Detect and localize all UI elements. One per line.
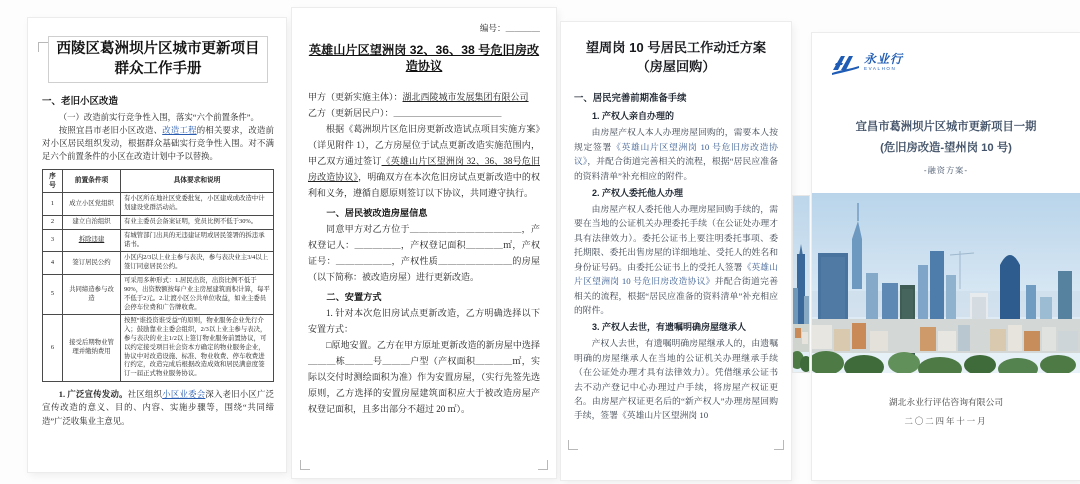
plan-item2-body [574,202,778,317]
corner-mark [38,42,48,52]
agreement-number-label: 编号： [479,23,506,33]
plan-item1-body [574,125,778,183]
item2-text-pre: 由房屋产权人委托他人办理房屋回购手续的，需要在当地的公证机关办理委托手续（在公证处办理才具有法律效力）。委托公证书上要注明委托事项、委托期限、委托出售房屋的详细地址、受托人的姓名和身份证号码。由委托公证书上的受托人签署 [574,203,778,272]
party-b-line [308,105,540,121]
item1-agreement-reference: 《英雄山片区望洲岗 10 号危旧房改造协议》 [574,141,778,167]
closing-text-post: 深入老旧小区广泛宣传改造的意义、目的、内容、实施步骤等，围绕“共同缔造”广泛收集业主意见。 [42,390,275,426]
workbook-title [48,36,268,83]
plan-section-heading: 一、居民完善前期准备手续 [574,92,687,104]
policy-text-pre: 按照宜昌市老旧小区改造、 [58,125,163,135]
row-desc: 有城管部门出具的无违建证明或居民签署的拆违承诺书。 [121,229,274,252]
workbook-intro-paragraph: （一）改造前实行竞争性入围，落实“六个前置条件”。 [58,112,259,122]
corner-mark [774,440,784,450]
cover-title [812,117,1080,160]
table-row [43,252,274,275]
agreement-title-reference: 《英雄山片区望洲岗 32、36、38号危旧房改造协议》 [308,156,540,183]
corner-mark [300,460,310,470]
table-row [43,275,274,315]
agreement-section1-body: 同意甲方对乙方位于＿＿＿＿＿＿＿＿＿＿＿＿，产权登记人：＿＿＿＿＿，产权登记面积＿＿＿＿㎡，产权证号：＿＿＿＿＿＿，产权性质＿＿＿＿＿＿＿＿的房屋（以下简称：被改造房屋）进行更新改造。 [308,224,540,283]
closing-lead: 1. 广泛宣传发动。 [58,390,128,400]
agreement-section2-heading: 二、安置方式 [326,292,382,303]
agreement-section2-item: 1. 针对本次危旧房试点更新改造，乙方明确选择以下安置方式： [308,308,540,335]
party-b-blank: ＿＿＿＿＿＿＿＿＿＿＿＿ [393,107,502,118]
corner-mark [538,460,548,470]
workbook-closing-paragraph [42,388,274,428]
preconditions-table [42,169,274,382]
row-desc: 按照“谁投资谁受益”的原则，物业服务企业先行介入；鼓励靠业主委会组织，2/3以上业主参与表决，参与表决的业主1/2以上签订物业服务前置协议，可以约定接受项目社会资本方确定的物业服务企业，协议中对改造设施、标准、物业收费、停车收费进行约定，改造完成后根据改造成效和居民满意度签订一届正式物业服务协议。 [121,315,274,382]
col-header-item: 前置条件项 [63,169,121,193]
row-num: 5 [43,275,63,315]
plan-item3-heading: 3. 产权人去世，有遗嘱明确房屋继承人 [592,322,747,333]
row-desc: 有业主委员会备案证明，党员比例不低于30%。 [121,215,274,229]
row-desc: 可采用多种形式：1.居民出资，出资比例不低于90%，出资数额按每户业主房屋建筑面积计算，每平不低于2元。2.让渡小区公共单位收益，如业主委员会停车位费和广告牌收费。 [121,275,274,315]
city-skyline-svg [812,193,1080,373]
table-header-row [43,169,274,193]
row-num: 6 [43,315,63,382]
col-header-desc: 具体要求和说明 [121,169,274,193]
party-a-value: 湖北西陵城市发展集团有限公司 [402,91,529,102]
party-a-label: 甲方（更新实施主体）： [308,91,403,102]
table-row [43,315,274,382]
row-num: 3 [43,229,63,252]
plan-item3-body: 产权人去世，有遗嘱明确房屋继承人的，由遗嘱明确的房屋继承人在当地的公证机关办理继承手续（在公证处办理才具有法律效力）。凭借继承公证书去不动产登记中心办理过户手续，将房屋产权证更名。由房屋产权证更名后的“新产权人”办理房屋回购手续，签署《英雄山片区望洲岗 10 [574,338,778,421]
logo-name-text: 永业行 [864,52,904,66]
closing-text-pre: 社区组织 [127,390,163,400]
party-a-line [308,89,540,105]
row-item: 共同缔造参与改造 [63,275,121,315]
party-b-label: 乙方（更新居民户）： [308,107,394,118]
intro-text-pre: 根据《葛洲坝片区危旧房更新改造试点项目实施方案》（详见附件 1），乙方房屋位于试点更新改造实施范围内，甲乙双方通过签订 [308,123,540,166]
committee-link[interactable]: 小区业委会 [162,390,206,400]
row-num: 2 [43,215,63,229]
row-item: 接受后期物业管理并缴纳费用 [63,315,121,382]
row-num: 1 [43,193,63,216]
row-desc: 有小区所在地社区党委批复，小区建成或改造中计划建设党群活动站。 [121,193,274,216]
city-skyline-image [812,193,1080,373]
table-row [43,215,274,229]
logo-subtext: EVALHON [864,66,897,71]
page-workbook [28,18,286,472]
company-logo [830,53,903,77]
agreement-intro-paragraph [308,121,540,201]
page-relocation-plan [561,22,791,480]
agreement-title: 英雄山片区望洲岗 32、36、38 号危旧房改造协议 [308,43,540,74]
plan-title-line1: 望周岗 10 号居民工作动迁方案 [585,40,767,55]
policy-text-post: 的相关要求，改造前对小区居民组织发动，根据群众基础实行竞争性入围。对不满足六个前置条件的小区在改造计划中予以替换。 [42,125,275,162]
row-item-link[interactable]: 拆除违建 [63,229,121,252]
agreement-number [308,22,540,34]
skyline-strip-image [793,196,809,372]
workbook-title-line1: 西陵区葛洲坝片区城市更新项目 [56,41,260,57]
workbook-policy-paragraph [42,124,274,164]
plan-title [574,38,778,76]
plan-item2-heading: 2. 产权人委托他人办理 [592,187,684,198]
row-item: 成立小区党组织 [63,193,121,216]
agreement-section1-heading: 一、居民被改造房屋信息 [326,208,428,219]
agreement-option-resettle[interactable]: □原地安置。乙方在甲方原址更新改造的新房屋中选择＿＿＿栋＿＿＿号＿＿＿户型（产权面积＿＿＿＿㎡，实际以交付时测绘面积为准）作为安置房屋，（实行先签先选原则，乙方选择的安置房屋建筑面积应大于被改造房屋产权登记面积，且多出部分不超过 20 ㎡）。 [308,340,540,415]
cover-subtitle: -融资方案- [923,166,969,175]
corner-mark [568,440,578,450]
item1-text-post: ，并配合街道完善相关的流程，根据“居民应准备的资料清单”补充相应的附件。 [574,156,778,181]
cover-title-line2: (危旧房改造-望州岗 10 号) [880,142,1012,155]
item2-text-post: 并配合街道完善相关的流程，根据“居民应准备的资料清单”补充相应的附件。 [574,276,778,315]
skyline-strip-svg [793,196,809,372]
plan-item1-heading: 1. 产权人亲自办理的 [592,111,675,122]
cover-title-line1: 宜昌市葛洲坝片区城市更新项目一期 [855,121,1037,133]
table-row [43,229,274,252]
row-desc: 小区内2/3以上业主参与表决，参与表决业主3/4以上签订同意居民公约。 [121,252,274,275]
policy-link[interactable]: 改造工程 [162,125,197,135]
workbook-title-line2: 群众工作手册 [114,61,202,78]
workbook-section-heading: 一、老旧小区改造 [42,95,119,107]
cover-company-name: 湖北永业行评估咨询有限公司 [888,397,1004,407]
yongyehang-logo-icon [830,53,860,77]
agreement-number-blank: ＿＿＿＿ [505,23,540,33]
item1-text-pre: 由房屋产权人本人办理房屋回购的，需要本人按规定签署 [574,127,778,152]
intro-text-post: ，明确双方在本次危旧房试点更新改造中的权利和义务，遵循自愿原则签订以下协议，共同遵守执行。 [308,172,540,199]
col-header-num: 序号 [43,169,63,193]
row-num: 4 [43,252,63,275]
row-item: 建立自治组织 [63,215,121,229]
page-cover [812,33,1080,480]
page-agreement [292,8,556,478]
table-row [43,193,274,216]
plan-title-line2: （房屋回购） [636,59,716,75]
cover-date: 二〇二四年十一月 [904,416,988,426]
row-item: 签订居民公约 [63,252,121,275]
item2-agreement-reference: 《英雄山片区望洲岗 10 号危旧房改造协议》 [574,261,778,287]
